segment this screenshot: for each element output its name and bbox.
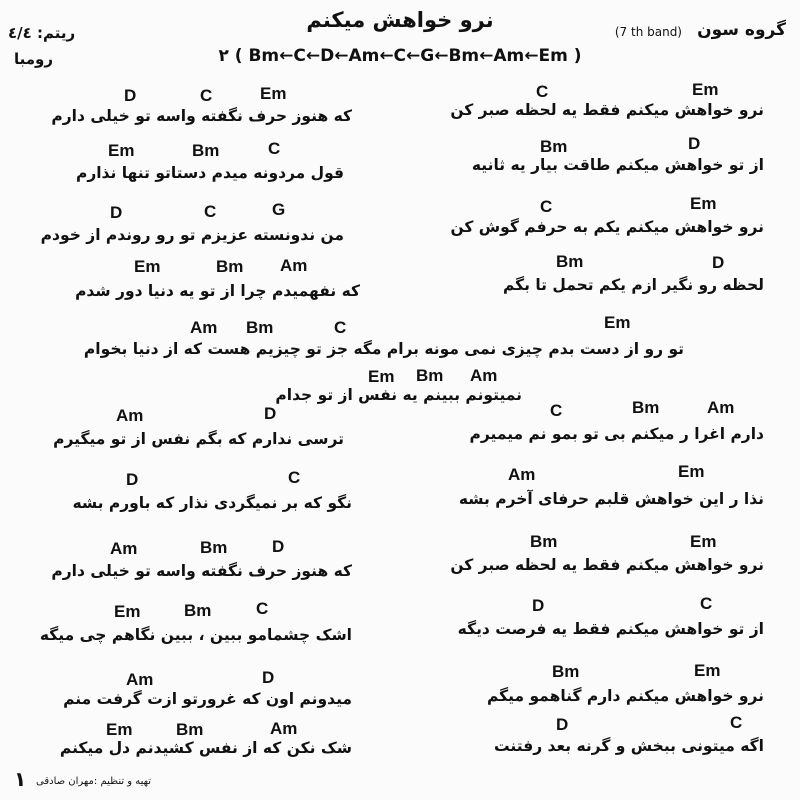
chord: C [200, 86, 213, 105]
chord: Bm [216, 257, 244, 276]
lyric-line: که نفهمیدم چرا از تو یه دنیا دور شدم [75, 282, 360, 300]
chord: G [272, 200, 286, 219]
page-number: ۱ [14, 767, 27, 791]
chord: D [124, 86, 137, 105]
chord: D [264, 404, 277, 423]
chord: Em [690, 194, 717, 213]
rhythm-label: ریتم: ٤/٤ [8, 24, 76, 42]
lyric-line: که هنوز حرف نگفته واسه تو خیلی دارم [51, 562, 352, 580]
lyric-line: اشک چشمامو ببین ، ببین نگاهم چی میگه [39, 626, 352, 644]
lyric-line: ترسی ندارم که بگم نفس از تو میگیرم [53, 430, 344, 448]
lyric-line: میدونم اون که غرورتو ازت گرفت منم [63, 690, 352, 708]
chord: Am [707, 398, 735, 417]
chord: Em [604, 313, 631, 332]
band-english: (7 th band) [614, 25, 682, 39]
chord: Am [508, 465, 536, 484]
chord: C [204, 202, 217, 221]
chord: D [126, 470, 139, 489]
chord: C [700, 594, 713, 613]
chord: Em [108, 141, 135, 160]
chord: Bm [246, 318, 274, 337]
chord: Am [110, 539, 138, 558]
chord: C [288, 468, 301, 487]
lyric-line: نگو که بر نمیگردی نذار که باورم بشه [72, 494, 352, 512]
lyric-line: لحظه رو نگیر ازم یکم تحمل تا بگم [502, 276, 764, 294]
chord: Em [692, 80, 719, 99]
chord: Bm [200, 538, 228, 557]
chord: Em [114, 602, 141, 621]
lyric-line: اگه میتونی ببخش و گرنه بعد رفتنت [494, 737, 764, 755]
chord: D [272, 537, 285, 556]
chord: Am [270, 719, 298, 738]
chord: Em [694, 661, 721, 680]
chord: Bm [552, 662, 580, 681]
chord: Am [126, 670, 154, 689]
lyric-line: که هنوز حرف نگفته واسه تو خیلی دارم [51, 107, 352, 125]
chord: C [268, 139, 281, 158]
lyric-line: من ندونسته عزیزم تو رو روندم از خودم [40, 226, 344, 244]
chord: Em [678, 462, 705, 481]
chord: C [536, 82, 549, 101]
lyric-line: نرو خواهش میکنم یکم به حرفم گوش کن [450, 218, 764, 236]
chord: Am [190, 318, 218, 337]
chord: Bm [540, 137, 568, 156]
chord: D [110, 203, 123, 222]
lyric-line: نرو خواهش میکنم فقط یه لحظه صبر کن [450, 556, 764, 574]
chord: Em [106, 720, 133, 739]
chord: C [550, 401, 563, 420]
chord: C [540, 197, 553, 216]
chord: D [688, 134, 701, 153]
bridge-lyric: نمیتونم ببینم یه نفس از تو جدام [275, 386, 522, 404]
lyric-line: دارم اغرا ر میکنم بی تو بمو نم میمیرم [469, 425, 764, 443]
chord: Am [116, 406, 144, 425]
chord: Am [470, 366, 498, 385]
lyric-line: شک نکن که از نفس کشیدنم دل میکنم [59, 739, 352, 757]
rhythm-style: رومبا [14, 50, 54, 68]
chord: Bm [184, 601, 212, 620]
chord: Bm [556, 252, 584, 271]
chord: Bm [416, 366, 444, 385]
lyric-line: از تو خواهش میکنم فقط یه فرصت دیگه [457, 620, 764, 638]
chord: Bm [632, 398, 660, 417]
lyric-line: قول مردونه میدم دستاتو تنها نذارم [75, 164, 344, 182]
chord: Em [260, 84, 287, 103]
chord-progression: ۲ ( Bm←C←D←Am←C←G←Bm←Am←Em ) [218, 46, 582, 66]
chord: D [532, 596, 545, 615]
lyric-line: از تو خواهش میکنم طاقت بیار یه ثانیه [471, 156, 764, 174]
song-title: نرو خواهش میکنم [306, 8, 494, 32]
chord: D [712, 253, 725, 272]
chord: Bm [192, 141, 220, 160]
chord: C [730, 713, 743, 732]
chord: Am [280, 256, 308, 275]
chord: Bm [176, 720, 204, 739]
lyric-line: نرو خواهش میکنم دارم گناهمو میگم [486, 687, 764, 705]
chord: Bm [530, 532, 558, 551]
arranger-credit: تهیه و تنظیم :مهران صادقی [36, 776, 152, 787]
chord: C [256, 599, 269, 618]
lyric-line: نرو خواهش میکنم فقط یه لحظه صبر کن [450, 101, 764, 119]
chord: D [556, 715, 569, 734]
chord: D [262, 668, 275, 687]
chord: Em [368, 367, 395, 386]
band-name: گروه سون [697, 20, 786, 40]
chord: Em [134, 257, 161, 276]
bridge-lyric: تو رو از دست بدم چیزی نمی مونه برام مگه جز تو چیزیم هست که از دنیا بخوام [83, 340, 684, 358]
chord: C [334, 318, 347, 337]
lyric-line: نذا ر این خواهش قلبم حرفای آخرم بشه [458, 490, 764, 508]
chord: Em [690, 532, 717, 551]
